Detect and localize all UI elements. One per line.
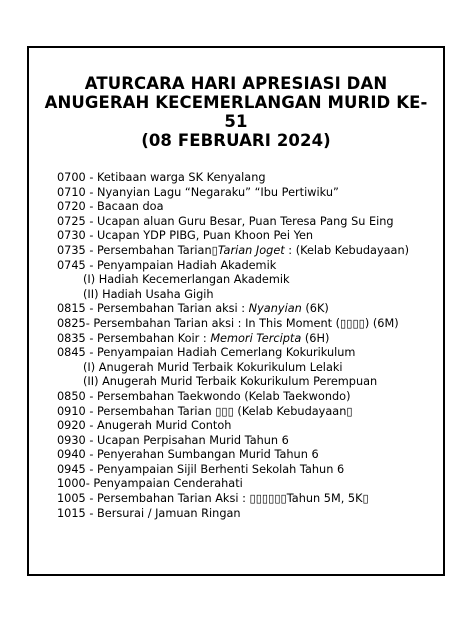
- schedule-item: 1005 - Persembahan Tarian Aksi : ▯▯▯▯▯▯Tahun 5M, 5K▯: [57, 492, 369, 506]
- schedule-item: 0745 - Penyampaian Hadiah Akademik: [57, 258, 277, 272]
- title-line-1: ATURCARA HARI APRESIASI DAN: [84, 74, 388, 93]
- schedule-subitem: (I) Anugerah Murid Terbaik Kokurikulum Lelaki: [83, 360, 343, 374]
- schedule-item: 0945 - Penyampaian Sijil Berhenti Sekolah Tahun 6: [57, 462, 345, 476]
- schedule-item: 0700 - Ketibaan warga SK Kenyalang: [57, 171, 266, 184]
- schedule-item: 0825- Persembahan Tarian aksi : In This Moment (▯▯▯▯) (6M): [57, 316, 399, 330]
- title-line-4: (08 FEBRUARI 2024): [141, 131, 331, 150]
- schedule-subitem: (II) Hadiah Usaha Gigih: [83, 287, 214, 301]
- schedule-item: 0815 - Persembahan Tarian aksi : Nyanyian (6K): [57, 302, 329, 316]
- schedule-item: 0940 - Penyerahan Sumbangan Murid Tahun 6: [57, 448, 319, 462]
- schedule-item: 0930 - Ucapan Perpisahan Murid Tahun 6: [57, 433, 289, 447]
- schedule-item: 0910 - Persembahan Tarian ▯▯▯ (Kelab Kebudayaan▯: [57, 404, 353, 418]
- schedule-item: 0845 - Penyampaian Hadiah Cemerlang Kokurikulum: [57, 346, 356, 360]
- schedule-subitem: (I) Hadiah Kecemerlangan Akademik: [83, 273, 290, 287]
- schedule-item: 0735 - Persembahan Tarian▯Tarian Joget : (Kelab Kebudayaan): [57, 243, 410, 257]
- title-line-3: 51: [224, 112, 248, 131]
- schedule-item: 1015 - Bersurai / Jamuan Ringan: [57, 506, 241, 520]
- schedule-item: 1000- Penyampaian Cenderahati: [57, 477, 243, 491]
- schedule-item: 0720 - Bacaan doa: [57, 200, 164, 214]
- schedule-item: 0850 - Persembahan Taekwondo (Kelab Taekwondo): [57, 389, 351, 403]
- schedule-item: 0920 - Anugerah Murid Contoh: [57, 419, 232, 433]
- schedule-item: 0710 - Nyanyian Lagu “Negaraku” “Ibu Pertiwiku”: [57, 185, 339, 199]
- schedule-item: 0725 - Ucapan aluan Guru Besar, Puan Teresa Pang Su Eing: [57, 214, 394, 228]
- schedule-item: 0730 - Ucapan YDP PIBG, Puan Khoon Pei Yen: [57, 229, 314, 243]
- schedule-subitem: (II) Anugerah Murid Terbaik Kokurikulum Perempuan: [83, 375, 378, 389]
- program-title: [27, 74, 445, 150]
- schedule-list: [57, 171, 437, 521]
- title-line-2: ANUGERAH KECEMERLANGAN MURID KE-: [44, 93, 428, 112]
- schedule-item: 0835 - Persembahan Koir : Memori Tercipta (6H): [57, 331, 330, 345]
